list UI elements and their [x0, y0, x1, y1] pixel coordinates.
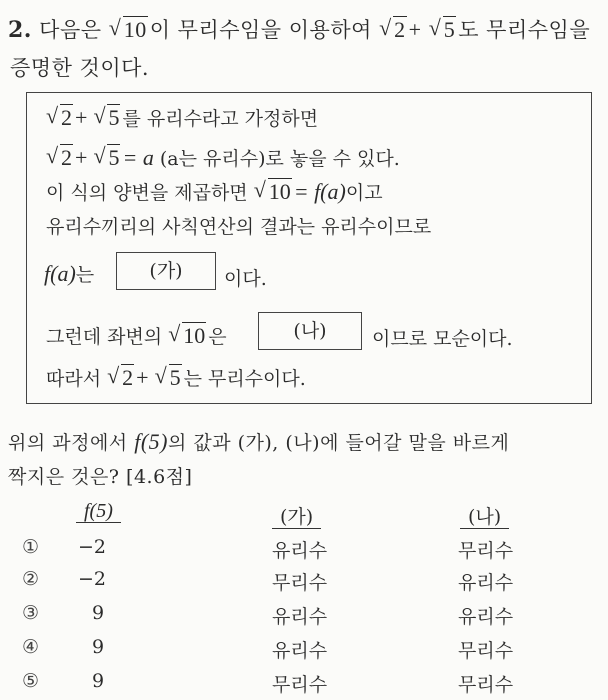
- proof-text: 이 식의 양변을 제곱하면: [46, 182, 248, 204]
- cell-na: 유리수: [458, 606, 514, 628]
- equation: = f(a): [293, 179, 346, 204]
- proof-text: 는 무리수이다.: [183, 368, 306, 390]
- question-text-b: 이 무리수임을 이용하여: [149, 18, 372, 42]
- question-number: 2.: [8, 17, 32, 43]
- proof-text: 이므로 모순이다.: [372, 328, 513, 350]
- cell-na: 유리수: [458, 572, 514, 594]
- question-text-c: 도 무리수임을: [458, 18, 591, 42]
- header-na: (나): [460, 502, 509, 529]
- proof-line-1: [46, 104, 318, 131]
- cell-f5: 9: [92, 670, 105, 692]
- question-text-a: 다음은: [39, 18, 102, 42]
- proof-line-2: [46, 144, 400, 171]
- function-f5: f(5): [134, 429, 168, 454]
- cell-ga: 유리수: [272, 640, 328, 662]
- prompt-line-2: 짝지은 것은? [4.6점]: [8, 466, 193, 488]
- sqrt-2: √ 2: [379, 15, 406, 42]
- cell-na: 무리수: [458, 540, 514, 562]
- sqrt-5: √ 5: [93, 143, 120, 170]
- header-ga: (가): [272, 502, 321, 529]
- cell-ga: 유리수: [272, 540, 328, 562]
- choice-number: ②: [22, 568, 40, 590]
- sqrt-5: √ 5: [93, 103, 120, 130]
- sqrt-5: √ 5: [154, 363, 181, 390]
- sqrt-10: √ 10: [168, 321, 206, 348]
- header-f5: f(5): [76, 500, 121, 523]
- proof-text: 를 유리수라고 가정하면: [122, 108, 319, 130]
- plus-sign: +: [75, 145, 88, 170]
- blank-ga: (가): [116, 252, 216, 290]
- cell-ga: 무리수: [272, 674, 328, 696]
- prompt-line-1: [8, 428, 509, 455]
- sqrt-5: √ 5: [428, 15, 456, 42]
- cell-f5: −2: [78, 568, 107, 590]
- proof-text: 따라서: [46, 368, 102, 390]
- choice-number: ④: [22, 636, 40, 658]
- choice-number: ⑤: [22, 670, 40, 692]
- proof-text: 이다.: [224, 268, 267, 290]
- proof-line-6: [46, 322, 227, 349]
- cell-ga: 무리수: [272, 572, 328, 594]
- blank-na: (나): [258, 312, 362, 350]
- sqrt-2: √ 2: [46, 143, 72, 170]
- proof-line-4: 유리수끼리의 사칙연산의 결과는 유리수이므로: [46, 216, 432, 238]
- sqrt-2: √ 2: [46, 103, 72, 130]
- question-line-2: 증명한 것이다.: [10, 56, 150, 80]
- question-line-1: [8, 14, 590, 44]
- proof-text: 이고: [345, 182, 383, 204]
- cell-na: 무리수: [458, 674, 514, 696]
- proof-line-7: [46, 364, 306, 391]
- function-fa: f(a): [44, 261, 76, 286]
- cell-f5: 9: [92, 636, 105, 658]
- prompt-text: 의 값과 (가), (나)에 들어갈 말을 바르게: [167, 432, 510, 454]
- proof-text: 는: [75, 264, 95, 286]
- proof-line-5: [44, 260, 94, 287]
- cell-f5: −2: [78, 536, 107, 558]
- cell-ga: 유리수: [272, 606, 328, 628]
- sqrt-10: √ 10: [108, 15, 147, 42]
- proof-text: 그런데 좌변의: [46, 326, 163, 348]
- plus-sign: +: [136, 365, 149, 390]
- choice-number: ①: [22, 536, 40, 558]
- equation: = a: [122, 145, 154, 170]
- proof-box: [26, 92, 592, 404]
- choice-number: ③: [22, 602, 40, 624]
- cell-f5: 9: [92, 602, 105, 624]
- sqrt-10: √ 10: [253, 177, 291, 204]
- proof-text: (a는 유리수)로 놓을 수 있다.: [159, 148, 400, 170]
- plus-sign: +: [75, 105, 88, 130]
- cell-na: 무리수: [458, 640, 514, 662]
- proof-line-3: [46, 178, 383, 205]
- plus-sign: +: [408, 17, 422, 42]
- prompt-text: 위의 과정에서: [8, 432, 128, 454]
- proof-text: 은: [208, 326, 227, 348]
- sqrt-2: √ 2: [107, 363, 134, 390]
